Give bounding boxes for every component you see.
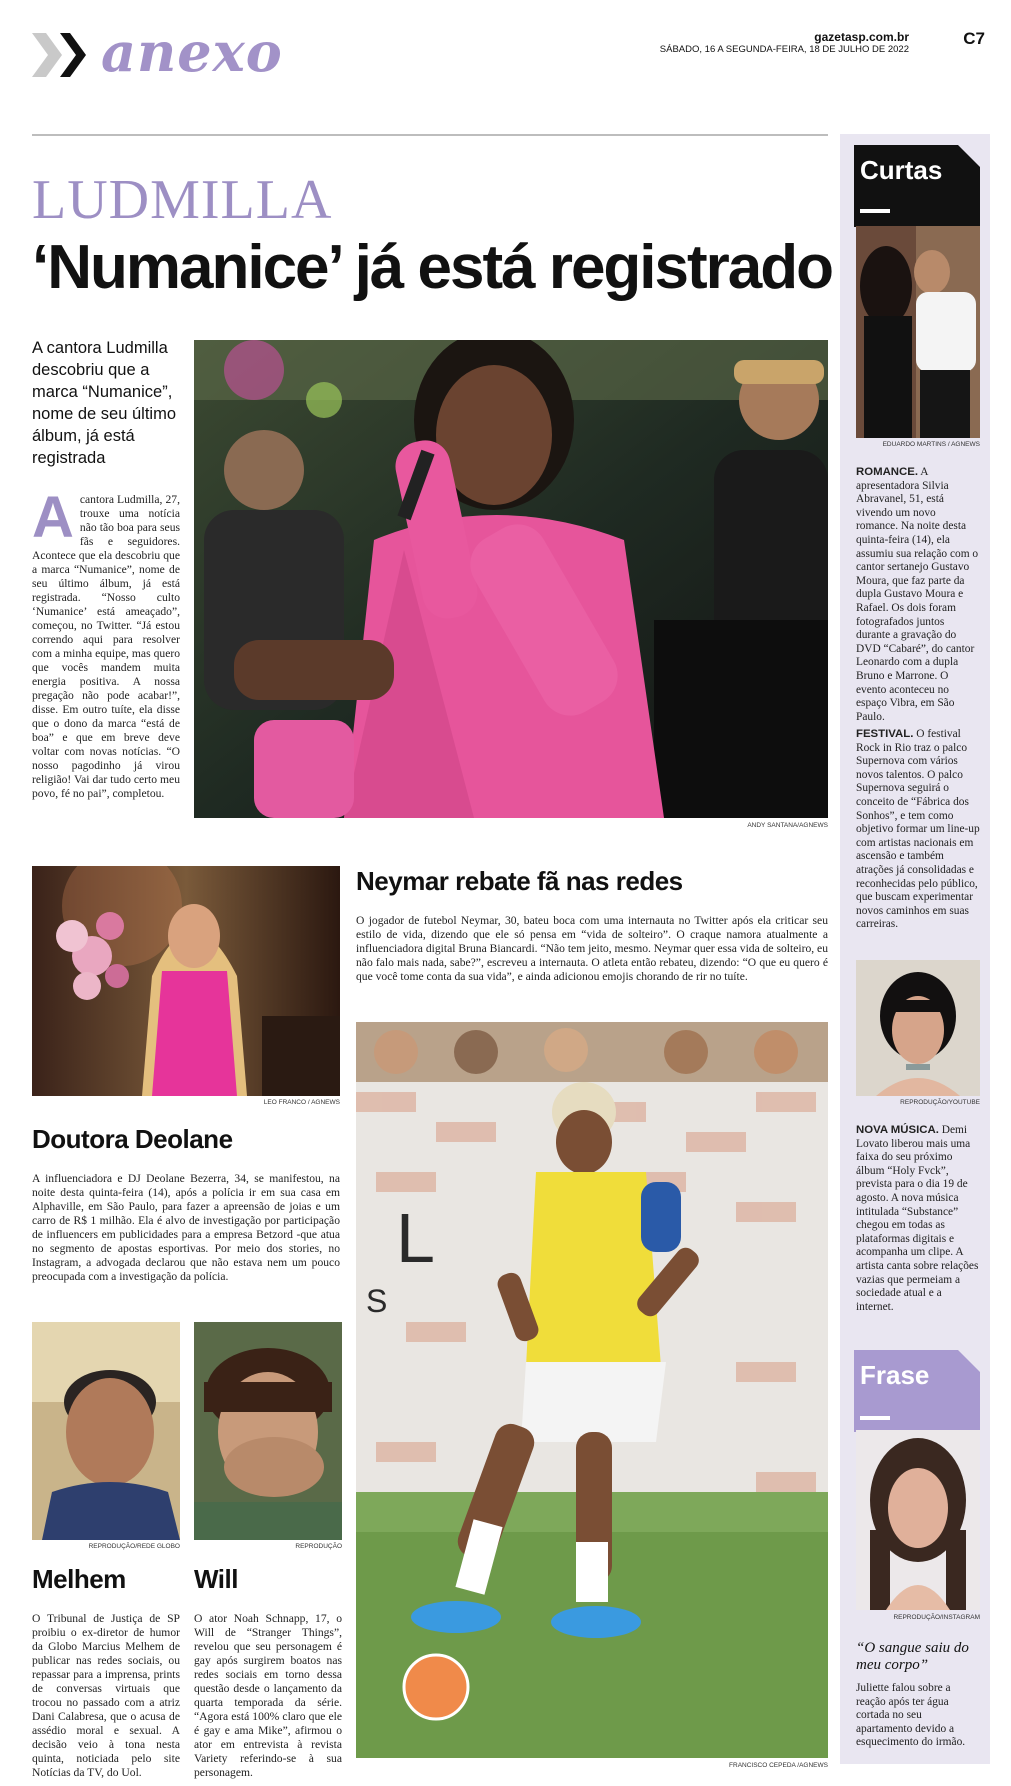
will-photo-credit: REPRODUÇÃO <box>295 1543 342 1550</box>
festival-text <box>856 728 980 932</box>
will-title: Will <box>194 1564 238 1594</box>
main-deck: A cantora Ludmilla descobriu que a marca “Numanice”, nome de seu último álbum, já está registrada <box>32 339 176 467</box>
main-photo-credit: ANDY SANTANA/AGNEWS <box>747 822 828 829</box>
frase-body: Juliette falou sobre a reação após ter água cortada no seu apartamento devido a esquecimento do irmão. <box>856 1682 966 1749</box>
neymar-photo-credit: FRANCISCO CEPEDA /AGNEWS <box>729 1762 828 1769</box>
romance-lead: ROMANCE. <box>856 466 919 478</box>
melhem-title: Melhem <box>32 1564 126 1594</box>
site-url[interactable]: gazetasp.com.br <box>814 30 909 44</box>
melhem-photo-credit: REPRODUÇÃO/REDE GLOBO <box>88 1543 180 1550</box>
deolane-photo-credit: LEO FRANCO / AGNEWS <box>263 1099 340 1106</box>
main-body-text: cantora Ludmilla, 27, trouxe uma notícia não tão boa para seus fãs e seguidores. Acontece que ela descobriu que a marca “Numanice”, nome de seu último álbum, já está registrada. “Nosso culto ‘Numanice’ está ameaçado”, começou, no Twitter. “Já estou correndo aqui para resolver com a minha equipe, mas quero que vocês mandem muita energia positiva. A nossa pregação não pode acabar!”, disse. Em outro tuíte, ela disse que o dono da marca “está de boa” e que em breve deve voltar com novas notícias. “O nosso pagodinho já virou religião! Vai dar tudo certo meu povo, fé no pai”, completou. <box>32 493 180 800</box>
frase-quote: “O sangue saiu do meu corpo” <box>856 1640 969 1673</box>
demi-photo-credit: REPRODUÇÃO/YOUTUBE <box>900 1099 980 1106</box>
deolane-body: A influenciadora e DJ Deolane Bezerra, 34, se manifestou, na noite desta quinta-feira (14), após a polícia ir em sua casa em Alphaville, em São Paulo, para fazer a apreensão de joias e um carro de R$ 1 milhão. Ela é alvo de investigação por participação de influencers em publicidades para a empresa Betzord -que atua no segmento de apostas esportivas. Por meio dos stories, no Instagram, a advogada declarou que não estava nem um pouco preocupada com a investigação da polícia. <box>32 1172 340 1283</box>
neymar-title: Neymar rebate fã nas redes <box>356 866 683 896</box>
romance-body: A apresentadora Silvia Abravanel, 51, está vivendo um novo romance. Na noite desta quinta-feira (14), ela assumiu sua relação com o cantor sertanejo Gustavo Moura, que faz parte da dupla Gustavo Moura e Rafael. Os dois foram fotografados juntos durante a gravação do DVD “Cabaré”, do cantor Leonardo com a dupla Bruno e Marrone. O evento aconteceu no espaço Vibra, em São Paulo. <box>856 466 979 723</box>
festival-body: O festival Rock in Rio traz o palco Supernova com vários novos talentos. O palco Supernova seguirá o conceito de “Fábrica dos Sonhos”, e tem como objetivo formar um line-up com artistas nacionais em ascensão e também atrações já consolidadas e reconhecidas pelo público, que buscam experimentar novos caminhos em suas carreiras. <box>856 728 980 931</box>
frase-title: Frase <box>860 1360 930 1390</box>
will-body: O ator Noah Schnapp, 17, o Will de “Stranger Things”, revelou que seu personagem é gay após surgirem boatos nas redes sociais em torno dessa questão desde o lançamento da quarta temporada da série. “Agora está 100% claro que ele é gay e ama Mike”, afirmou o ator em entrevista à revista Variety referindo-se à sua personagem. <box>194 1612 342 1779</box>
svg-text:L: L <box>396 1199 435 1277</box>
svg-text:S: S <box>366 1283 388 1319</box>
chevron-gray-icon <box>32 33 62 77</box>
main-kicker: LUDMILLA <box>32 169 333 231</box>
header-rule <box>32 134 828 136</box>
juliette-photo <box>856 1430 980 1610</box>
demi-photo <box>856 960 980 1096</box>
romance-text <box>856 466 980 724</box>
curtas-title: Curtas <box>860 155 943 185</box>
deolane-title: Doutora Deolane <box>32 1124 233 1154</box>
romance-photo-credit: EDUARDO MARTINS / AGNEWS <box>882 441 980 448</box>
neymar-photo <box>356 1022 828 1758</box>
page-number: C7 <box>963 29 985 48</box>
ludmilla-photo <box>194 340 828 818</box>
main-body <box>32 493 180 823</box>
juliette-photo-credit: REPRODUÇÃO/INSTAGRAM <box>893 1614 980 1621</box>
musica-text <box>856 1124 980 1314</box>
section-logo: anexo <box>101 20 283 84</box>
festival-lead: FESTIVAL. <box>856 728 914 740</box>
melhem-body: O Tribunal de Justiça de SP proibiu o ex-diretor de humor da Globo Marcius Melhem de publicar nas redes sociais, ou repassar para a imprensa, prints de conversas virtuais que trocou no passado com a atriz Dani Calabresa, que o acusa de assédio moral e sexual. A decisão veio à tona nesta quinta, noticiada pelo site Notícias da TV, do Uol. <box>32 1612 180 1779</box>
dropcap: A <box>32 493 74 550</box>
frase-dash <box>860 1416 890 1420</box>
deolane-photo <box>32 866 340 1096</box>
curtas-header <box>854 145 980 227</box>
main-headline: ‘Numanice’ já está registrado <box>32 233 833 302</box>
frase-header <box>854 1350 980 1432</box>
chevron-black-icon <box>60 33 90 77</box>
neymar-body: O jogador de futebol Neymar, 30, bateu boca com uma internauta no Twitter após ela criticar seu estilo de vida, dizendo que ele só pensa em “vida de solteiro”. O craque namora atualmente a influenciadora digital Bruna Biancardi. “Não tem jeito, mesmo. Neymar quer essa vida de solteiro, eu não falo mais nada, sabe?”, escreveu a internauta. O atleta então rebateu, dizendo: “O que eu quero é que você tome conta da sua vida”, e ainda adicionou emojis chorando de rir no tuíte. <box>356 914 828 983</box>
melhem-photo <box>32 1322 180 1540</box>
will-photo <box>194 1322 342 1540</box>
musica-lead: NOVA MÚSICA. <box>856 1124 939 1136</box>
issue-date: SÁBADO, 16 A SEGUNDA-FEIRA, 18 DE JULHO DE 2022 <box>659 44 909 55</box>
curtas-dash <box>860 209 890 213</box>
musica-body: Demi Lovato liberou mais uma faixa do seu próximo álbum “Holy Fvck”, prevista para o dia 19 de agosto. A nova música intitulada “Substance” chegou em todas as plataformas digitais e acompanha um clipe. A artista canta sobre relações vazias que permeiam a sociedade atual e a internet. <box>856 1124 979 1313</box>
romance-photo <box>856 226 980 438</box>
